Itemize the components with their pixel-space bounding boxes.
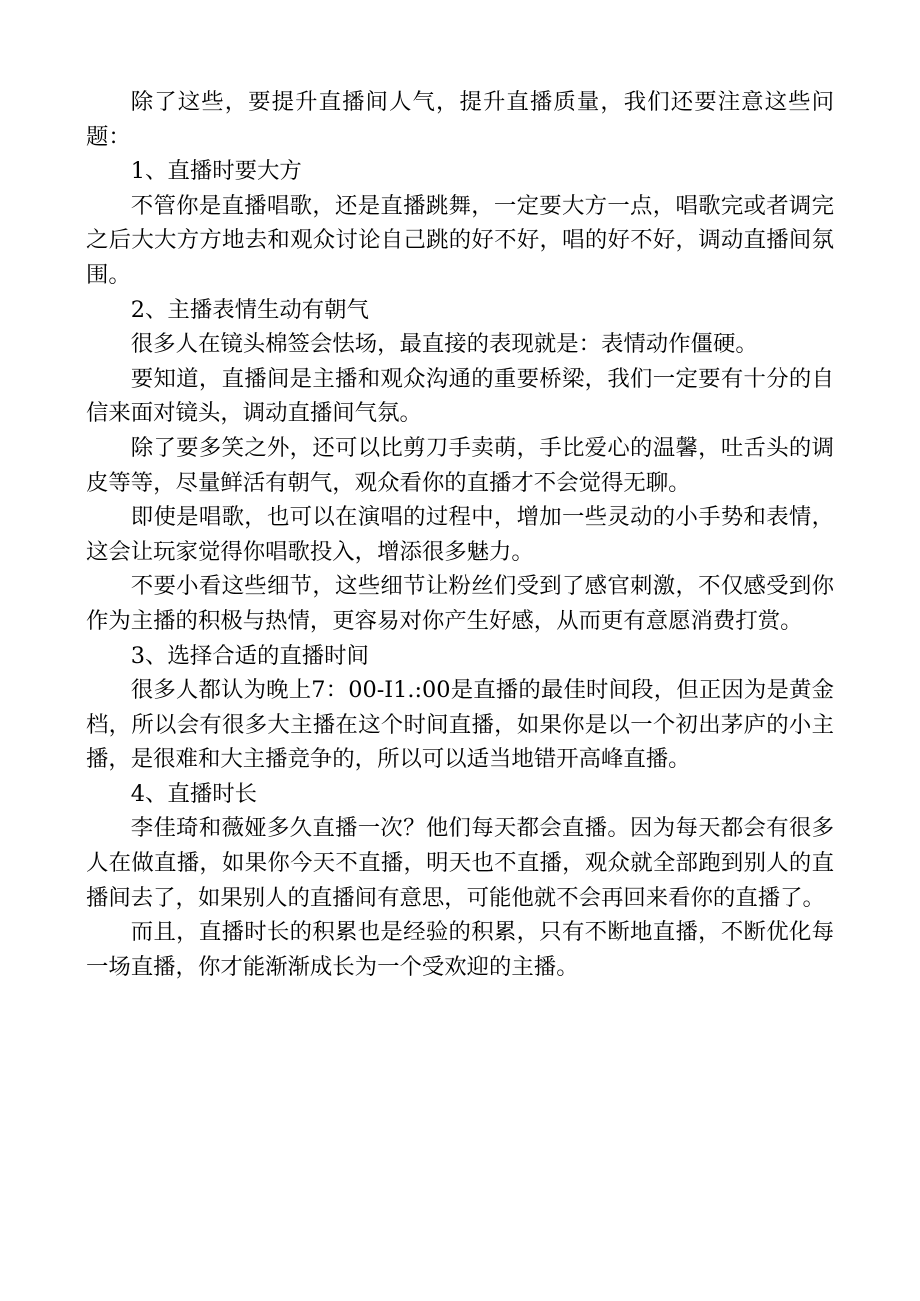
- section-heading-3: 3、选择合适的直播时间: [130, 642, 369, 669]
- document-body: [86, 85, 834, 984]
- body-paragraph: 除了要多笑之外，还可以比剪刀手卖萌，手比爱心的温馨，吐舌头的调皮等等，尽量鲜活有朝气，观众看你的直播才不会觉得无聊。: [86, 434, 834, 496]
- body-paragraph: 即使是唱歌，也可以在演唱的过程中，增加一些灵动的小手势和表情，这会让玩家觉得你唱歌投入，增添很多魅力。: [86, 504, 834, 565]
- intro-paragraph: 除了这些，要提升直播间人气，提升直播质量，我们还要注意这些问题：: [86, 89, 834, 150]
- section-heading-2: 2、主播表情生动有朝气: [130, 296, 369, 323]
- body-paragraph: 很多人都认为晚上7：00-I1.:00是直播的最佳时间段，但正因为是黄金档，所以会有很多大主播在这个时间直播，如果你是以一个初出茅庐的小主播，是很难和大主播竞争的，所以可以适当地错开高峰直播。: [86, 677, 834, 773]
- section-heading-4: 4、直播时长: [130, 780, 257, 807]
- body-paragraph: 不要小看这些细节，这些细节让粉丝们受到了感官刺激，不仅感受到你作为主播的积极与热情，更容易对你产生好感，从而更有意愿消费打赏。: [86, 573, 834, 634]
- section-heading-1: 1、直播时要大方: [130, 158, 302, 185]
- body-paragraph: 很多人在镜头棉签会怯场，最直接的表现就是：表情动作僵硬。: [130, 331, 758, 358]
- body-paragraph: 要知道，直播间是主播和观众沟通的重要桥梁，我们一定要有十分的自信来面对镜头，调动直播间气氛。: [86, 365, 834, 427]
- body-paragraph: 而且，直播时长的积累也是经验的积累，只有不断地直播，不断优化每一场直播，你才能渐渐成长为一个受欢迎的主播。: [86, 919, 834, 980]
- body-paragraph: 不管你是直播唱歌，还是直播跳舞，一定要大方一点，唱歌完或者调完之后大大方方地去和观众讨论自己跳的好不好，唱的好不好，调动直播间氛围。: [86, 192, 834, 288]
- body-paragraph: 李佳琦和薇娅多久直播一次？他们每天都会直播。因为每天都会有很多人在做直播，如果你今天不直播，明天也不直播，观众就全部跑到别人的直播间去了，如果别人的直播间有意思，可能他就不会再回来看你的直播了。: [86, 815, 834, 911]
